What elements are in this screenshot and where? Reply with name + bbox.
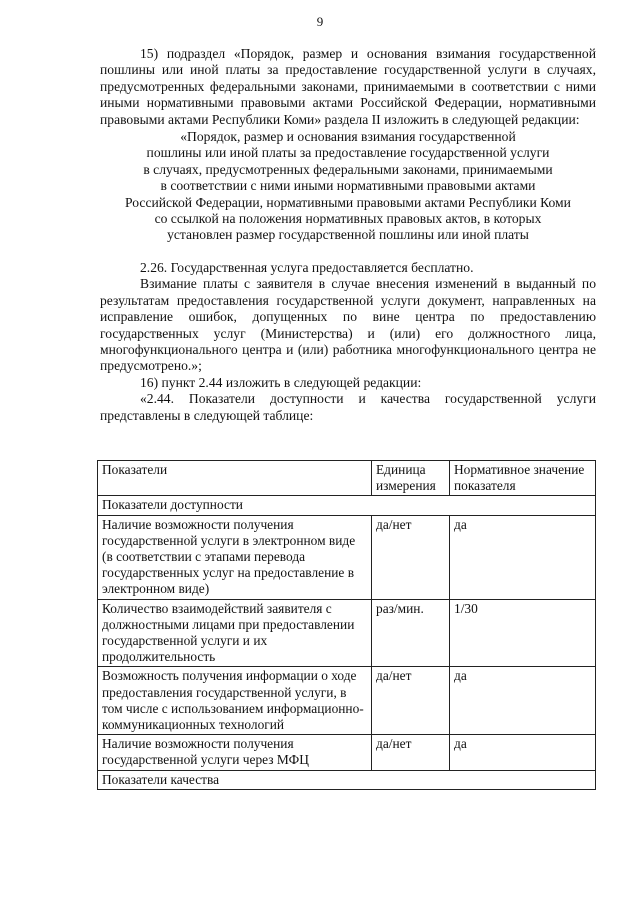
table-header-row [98, 461, 596, 496]
section-access-label: Показатели доступности [98, 496, 596, 515]
indicator-cell: Возможность получения информации о ходе предоставления государственной услуги, в том числе с использованием информационно-коммуникационных технологий [98, 667, 372, 735]
paragraph-fee: Взимание платы с заявителя в случае внесения изменений в выданный по результатам предоставления государственной услуги документ, направленных на исправление ошибок, допущенных по вине центра по предоставлению государственных услуг (Министерства) и (или) его должностного лица, многофункционального центра и (или) работника многофункционального центра не предусмотрено.»; [100, 276, 596, 374]
table-row [98, 667, 596, 735]
document-body [100, 46, 596, 424]
heading-line: установлен размер государственной пошлины или иной платы [167, 227, 529, 243]
heading-line: Российской Федерации, нормативными правовыми актами Республики Коми [125, 194, 571, 210]
paragraph-15: 15) подраздел «Порядок, размер и основания взимания государственной пошлины или иной платы за предоставление государственной услуги в случаях, предусмотренных федеральными законами, принимаемыми в соответствии с ними иными нормативными правовыми актами Российской Федерации, нормативными правовыми актами Республики Коми» раздела II изложить в следующей редакции: [100, 46, 596, 127]
heading-line: со ссылкой на положения нормативных правовых актов, в которых [154, 211, 542, 227]
indicator-cell: Наличие возможности получения государственной услуги в электронном виде (в соответствии с этапами перевода государственных услуг на предоставление в электронном виде) [98, 515, 372, 599]
paragraph-2-26: 2.26. Государственная услуга предоставляется бесплатно. [140, 259, 474, 275]
unit-cell: да/нет [372, 515, 450, 599]
section-row-quality [98, 770, 596, 789]
paragraph-2-44: «2.44. Показатели доступности и качества государственной услуги представлены в следующей таблице: [100, 391, 596, 423]
value-cell: да [450, 515, 596, 599]
section-quality-label: Показатели качества [98, 770, 596, 789]
table-row [98, 599, 596, 667]
header-indicators: Показатели [98, 461, 372, 496]
heading-line: в соответствии с ними иными нормативными правовыми актами [160, 178, 536, 194]
quoted-heading [100, 129, 596, 244]
unit-cell: да/нет [372, 735, 450, 770]
indicator-cell: Наличие возможности получения государственной услуги через МФЦ [98, 735, 372, 770]
section-row-access [98, 496, 596, 515]
table-row [98, 515, 596, 599]
header-unit: Единица измерения [372, 461, 450, 496]
unit-cell: да/нет [372, 667, 450, 735]
paragraph-16: 16) пункт 2.44 изложить в следующей редакции: [140, 374, 422, 390]
indicators-table [97, 460, 596, 790]
heading-line: пошлины или иной платы за предоставление государственной услуги [146, 145, 550, 161]
table-row [98, 735, 596, 770]
unit-cell: раз/мин. [372, 599, 450, 667]
value-cell: да [450, 735, 596, 770]
header-norm-value: Нормативное значение показателя [450, 461, 596, 496]
heading-line: «Порядок, размер и основания взимания государственной [180, 129, 516, 145]
heading-line: в случаях, предусмотренных федеральными законами, принимаемыми [143, 161, 553, 177]
indicator-cell: Количество взаимодействий заявителя с должностными лицами при предоставлении государственной услуги и их продолжительность [98, 599, 372, 667]
value-cell: 1/30 [450, 599, 596, 667]
page-number: 9 [316, 14, 324, 29]
value-cell: да [450, 667, 596, 735]
